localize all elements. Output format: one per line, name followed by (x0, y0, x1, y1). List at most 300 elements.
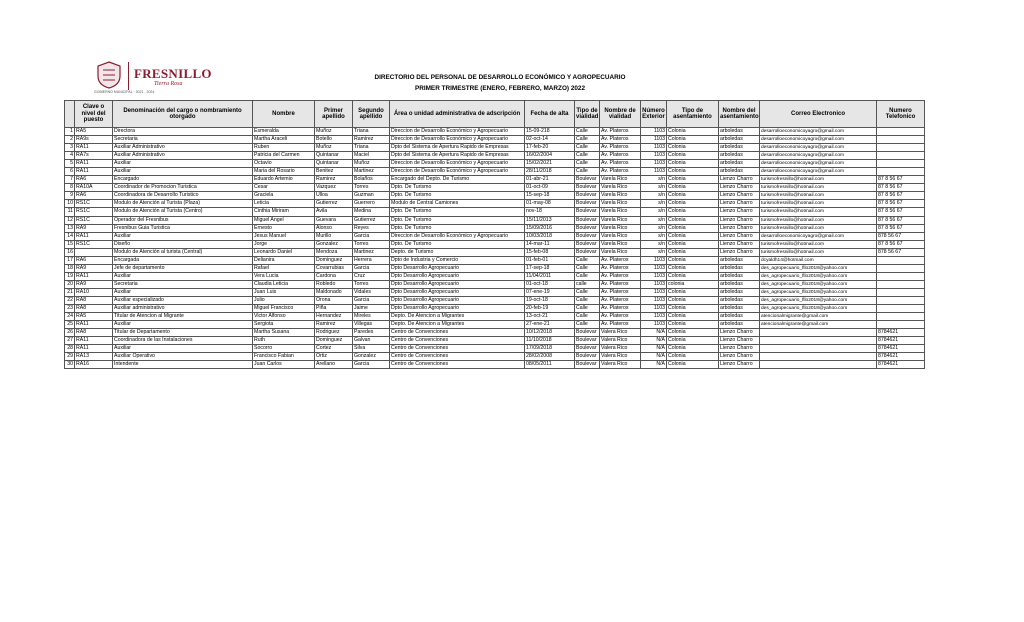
table-cell: Colonia (667, 200, 719, 208)
table-cell: 22 (65, 296, 75, 304)
table-cell: s/n (641, 176, 667, 184)
table-cell: 28 (65, 345, 75, 353)
table-cell: N/A (641, 345, 667, 353)
table-row (65, 345, 925, 353)
table-cell: 07-ene-19 (525, 288, 575, 296)
table-cell: arboledas (719, 313, 760, 321)
table-cell: Direccion de Desarrollo Económico y Agropecuario (390, 128, 525, 136)
table-cell: Varela Rico (600, 200, 641, 208)
table-cell: Dpto. De Turismo (390, 216, 525, 224)
table-cell: Varela Rico (600, 216, 641, 224)
table-cell: 12 (65, 216, 75, 224)
table-cell: Boulevar (575, 176, 600, 184)
table-cell: arboledas (719, 256, 760, 264)
table-cell: Colonia (667, 313, 719, 321)
table-cell: 20 (65, 280, 75, 288)
table-cell: Lienzo Charro (719, 240, 760, 248)
table-cell: Auxiliar (113, 345, 253, 353)
staff-directory-table (64, 100, 925, 369)
table-cell (760, 337, 877, 345)
table-cell: Colonia (667, 305, 719, 313)
table-cell: des_agropecuario_fllo2018@yahoo.com (760, 272, 877, 280)
table-cell: Colonia (667, 160, 719, 168)
table-cell: Varela Rico (600, 240, 641, 248)
table-cell: desarrolloeconomicoyagro@gmail.com (760, 144, 877, 152)
table-cell: RA16 (75, 361, 113, 369)
table-cell: Boulevar (575, 216, 600, 224)
table-cell: Martinez (353, 248, 390, 256)
table-cell (877, 256, 925, 264)
table-cell: Reyes (353, 224, 390, 232)
table-cell: desarrolloeconomicoyagro@gmail.com (760, 136, 877, 144)
table-cell: Coordinador de Promocion Turistica (113, 184, 253, 192)
table-cell: Colonia (667, 345, 719, 353)
table-cell: 1103 (641, 168, 667, 176)
table-cell: Calle (575, 264, 600, 272)
table-cell: 16/02/2004 (525, 152, 575, 160)
table-cell: Fresnibus Guia Turistica (113, 224, 253, 232)
table-cell: desarrolloeconomicoyagro@gmail.com (760, 160, 877, 168)
table-cell: Colonia (667, 152, 719, 160)
table-row (65, 136, 925, 144)
table-cell: 4 (65, 152, 75, 160)
table-cell (877, 144, 925, 152)
table-cell: Lienzo Charro (719, 361, 760, 369)
table-cell: Dpto. De Turismo (390, 208, 525, 216)
table-cell: Sergiota (253, 321, 315, 329)
table-cell: des_agropecuario_fllo2018@yahoo.com (760, 280, 877, 288)
table-cell: Martinez (353, 168, 390, 176)
table-cell: 17-sep-18 (525, 264, 575, 272)
table-cell: Dpto. De Turismo (390, 192, 525, 200)
table-cell: Auxiliar (113, 288, 253, 296)
table-cell: 87 8 56 67 (877, 224, 925, 232)
table-cell: Quintanar (315, 152, 353, 160)
table-cell: 29 (65, 353, 75, 361)
table-cell: 20-feb-19 (525, 305, 575, 313)
table-cell: 15/11/2013 (525, 216, 575, 224)
table-cell: Auxiliar (113, 168, 253, 176)
table-cell: Ramirez (353, 136, 390, 144)
document-title: DIRECTORIO DEL PERSONAL DE DESARROLLO ECONÓMICO Y AGROPECUARIO (374, 74, 626, 81)
table-cell: RA8 (75, 296, 113, 304)
table-cell: Operador del Fresnibus (113, 216, 253, 224)
table-cell: RA11 (75, 168, 113, 176)
table-cell: 87 8 56 67 (877, 184, 925, 192)
table-cell: Diseño (113, 240, 253, 248)
table-cell: 17-feb-20 (525, 144, 575, 152)
table-cell: Av. Plateros (600, 168, 641, 176)
table-cell: Colonia (667, 240, 719, 248)
table-cell: Boulevar (575, 361, 600, 369)
table-cell: Calle (575, 313, 600, 321)
table-cell: Boulevar (575, 353, 600, 361)
table-row (65, 128, 925, 136)
table-cell: 1103 (641, 288, 667, 296)
table-cell: Boulevar (575, 200, 600, 208)
table-cell: Varela Rico (600, 176, 641, 184)
table-cell (877, 313, 925, 321)
table-cell: turismofresnillo@hotmail.com (760, 240, 877, 248)
table-cell: 11/10/2018 (525, 337, 575, 345)
logo-tagline: Tierra Rosa (154, 81, 183, 87)
table-cell: Torres (353, 240, 390, 248)
table-cell: Modulo de Atención al Turista (Plaza) (113, 200, 253, 208)
table-cell: 8 (65, 184, 75, 192)
table-cell: Boulevar (575, 329, 600, 337)
table-cell: Colonia (667, 296, 719, 304)
column-header: Clave o nivel del puesto (75, 101, 113, 128)
table-cell: 1103 (641, 128, 667, 136)
table-cell: Direccion de Desarrollo Económico y Agropecuario (390, 136, 525, 144)
table-cell: Claudia Leticia (253, 280, 315, 288)
table-cell: Paredes (353, 329, 390, 337)
table-cell: Maldonado (315, 288, 353, 296)
table-cell: arboledas (719, 305, 760, 313)
table-cell: RA8 (75, 329, 113, 337)
table-cell: RA11 (75, 272, 113, 280)
table-row (65, 192, 925, 200)
table-cell: Cinthia Miriram (253, 208, 315, 216)
table-cell: Ernesto (253, 224, 315, 232)
table-cell: arboledas (719, 321, 760, 329)
table-cell: Av. Plateros (600, 288, 641, 296)
table-cell: RA11 (75, 144, 113, 152)
table-cell: Mendoza (315, 248, 353, 256)
table-cell: atencionalmigrante@gmail.com (760, 321, 877, 329)
table-row (65, 280, 925, 288)
column-header: Primer apellido (315, 101, 353, 128)
table-cell: Av. Plateros (600, 128, 641, 136)
table-cell: RA9s (75, 136, 113, 144)
table-row (65, 313, 925, 321)
table-cell: 26 (65, 329, 75, 337)
table-cell: des_agropecuario_fllo2018@yahoo.com (760, 288, 877, 296)
table-cell: Garcia (353, 361, 390, 369)
table-cell: Boulevar (575, 345, 600, 353)
table-cell: RA9 (75, 264, 113, 272)
table-cell: Calle (575, 152, 600, 160)
table-cell: Colonia (667, 353, 719, 361)
table-cell: N/A (641, 329, 667, 337)
table-cell: Socorro (253, 345, 315, 353)
table-cell: Centro de Convenciones (390, 337, 525, 345)
table-cell: arboledas (719, 288, 760, 296)
table-cell: nov-18 (525, 208, 575, 216)
table-cell (75, 248, 113, 256)
table-cell: Dpto Desarrollo Agropecuario (390, 280, 525, 288)
table-cell: Boulevar (575, 224, 600, 232)
table-row (65, 168, 925, 176)
table-cell: Galvan (353, 337, 390, 345)
table-cell: dcyaldh14@hotmail.com (760, 256, 877, 264)
table-cell: 87 8 56 67 (877, 216, 925, 224)
table-cell: Varela Rico (600, 208, 641, 216)
table-cell: 15-feb-08 (525, 248, 575, 256)
table-cell: Auxiliar (113, 321, 253, 329)
table-cell: Valera Rico (600, 329, 641, 337)
table-cell: 01-oct-09 (525, 184, 575, 192)
table-cell: 8784621 (877, 337, 925, 345)
table-cell: 01-may-08 (525, 200, 575, 208)
table-cell: Ortiz (315, 353, 353, 361)
table-cell: Depto. de Turismo (390, 248, 525, 256)
table-cell: 15-09-218 (525, 128, 575, 136)
table-cell: Jorge (253, 240, 315, 248)
table-cell: 9 (65, 192, 75, 200)
column-header: Fecha de alta (525, 101, 575, 128)
table-cell: Colonia (667, 256, 719, 264)
table-cell: Centro de Convenciones (390, 353, 525, 361)
table-cell: 1103 (641, 272, 667, 280)
column-header: Área o unidad administrativa de adscripción (390, 101, 525, 128)
table-cell: Avila (315, 208, 353, 216)
table-row (65, 337, 925, 345)
table-cell: RA6 (75, 256, 113, 264)
table-cell: arboledas (719, 160, 760, 168)
column-header: Numero Telefonico (877, 101, 925, 128)
table-cell: Auxiliar Administrativo (113, 152, 253, 160)
table-cell: Gonzalez (315, 240, 353, 248)
table-row (65, 240, 925, 248)
table-cell (760, 329, 877, 337)
table-cell: 19 (65, 272, 75, 280)
table-cell: Centro de Convenciones (390, 345, 525, 353)
table-cell: Lienzo Charro (719, 208, 760, 216)
table-cell: Dominguez (315, 256, 353, 264)
table-cell: RS1C (75, 200, 113, 208)
table-cell: Centro de Convenciones (390, 361, 525, 369)
table-cell (760, 361, 877, 369)
table-cell: Ramirez (315, 176, 353, 184)
table-cell: turismofresnillo@hotmail.com (760, 248, 877, 256)
table-cell: 87 8 56 67 (877, 176, 925, 184)
table-cell: Colonia (667, 168, 719, 176)
table-cell: Av. Plateros (600, 321, 641, 329)
table-cell (877, 296, 925, 304)
table-cell: Boulevar (575, 184, 600, 192)
table-cell: Calle (575, 160, 600, 168)
table-row (65, 361, 925, 369)
table-cell: 8784621 (877, 361, 925, 369)
table-cell: Julio (253, 296, 315, 304)
table-cell: Calle (575, 321, 600, 329)
table-cell: 8784621 (877, 345, 925, 353)
table-cell: Rodriguez (315, 329, 353, 337)
table-cell: RA9 (75, 280, 113, 288)
table-cell: arboledas (719, 272, 760, 280)
table-cell: s/n (641, 240, 667, 248)
table-cell: Cesar (253, 184, 315, 192)
table-cell: Dpto. De Turismo (390, 224, 525, 232)
table-cell: Vera Lucia (253, 272, 315, 280)
table-cell: Hernandez (315, 313, 353, 321)
table-cell: Intendente (113, 361, 253, 369)
table-cell: arboledas (719, 280, 760, 288)
table-cell: Varela Rico (600, 232, 641, 240)
table-cell: s/n (641, 224, 667, 232)
table-cell: Garcia (353, 264, 390, 272)
table-cell: RA11 (75, 337, 113, 345)
table-cell: Lienzo Charro (719, 232, 760, 240)
table-row (65, 152, 925, 160)
table-cell: 1103 (641, 313, 667, 321)
table-cell: Miguel Angel (253, 216, 315, 224)
table-row (65, 248, 925, 256)
table-cell: 11/04/2011 (525, 272, 575, 280)
table-cell: 1103 (641, 136, 667, 144)
table-cell (760, 353, 877, 361)
table-cell: Medina (353, 208, 390, 216)
table-cell: arboledas (719, 168, 760, 176)
table-cell: Ruth (253, 337, 315, 345)
table-cell: Dpto. De Turismo (390, 240, 525, 248)
table-cell: 878 56 67 (877, 232, 925, 240)
table-cell (877, 272, 925, 280)
table-cell: Arellano (315, 361, 353, 369)
table-cell: Auxiliar administrativo (113, 305, 253, 313)
table-cell: s/n (641, 184, 667, 192)
table-cell: Av. Plateros (600, 136, 641, 144)
table-cell: arboledas (719, 296, 760, 304)
table-cell: Colonia (667, 224, 719, 232)
table-cell: 87 8 56 67 (877, 240, 925, 248)
table-cell (877, 160, 925, 168)
table-cell: desarrolloeconomicoyagro@gmail.com (760, 128, 877, 136)
table-cell: Av. Plateros (600, 296, 641, 304)
table-cell: turismofresnillo@hotmail.com (760, 208, 877, 216)
table-cell: 87 8 56 67 (877, 192, 925, 200)
table-cell: Lienzo Charro (719, 192, 760, 200)
table-cell: Dominguez (315, 337, 353, 345)
table-cell: Jesus Manuel (253, 232, 315, 240)
table-cell: Secretaria (113, 280, 253, 288)
table-cell: Eduardo Artemio (253, 176, 315, 184)
table-cell: Colonia (667, 208, 719, 216)
table-cell: Av. Plateros (600, 152, 641, 160)
table-cell: Calle (575, 128, 600, 136)
table-cell: Boulevar (575, 240, 600, 248)
table-cell: 15/09/2016 (525, 224, 575, 232)
table-cell: 27 (65, 337, 75, 345)
table-cell: 1103 (641, 280, 667, 288)
table-cell: RA5 (75, 128, 113, 136)
table-cell: Benitez (315, 168, 353, 176)
table-cell: Calle (575, 144, 600, 152)
table-row (65, 232, 925, 240)
table-cell: Colonia (667, 128, 719, 136)
table-cell: N/A (641, 361, 667, 369)
table-cell: Titular de Atencion al Migrante (113, 313, 253, 321)
table-cell (877, 321, 925, 329)
table-cell: Lienzo Charro (719, 224, 760, 232)
table-cell: Vidales (353, 288, 390, 296)
table-cell: Juan Carlos (253, 361, 315, 369)
table-cell: Lienzo Charro (719, 329, 760, 337)
table-cell: Modulo de Atención al turista (Central) (113, 248, 253, 256)
table-cell: Varela Rico (600, 224, 641, 232)
table-cell: Encargado del Depto. De Turismo (390, 176, 525, 184)
table-cell: Maria del Rosario (253, 168, 315, 176)
table-cell: RS1C (75, 240, 113, 248)
table-cell: Calle (575, 168, 600, 176)
table-cell: Delianira (253, 256, 315, 264)
table-cell: N/A (641, 337, 667, 345)
table-cell: Calle (575, 288, 600, 296)
table-cell: Colonia (667, 144, 719, 152)
table-body (65, 128, 925, 369)
table-cell: Gutierrez (315, 200, 353, 208)
municipal-logo (94, 60, 212, 94)
table-cell: Lienzo Charro (719, 184, 760, 192)
table-cell: 30 (65, 361, 75, 369)
table-cell: RA7s (75, 152, 113, 160)
table-cell (877, 305, 925, 313)
table-row (65, 264, 925, 272)
table-cell: Direccion de Desarrollo Económico y Agropecuario (390, 232, 525, 240)
table-cell: Muñoz (315, 128, 353, 136)
table-cell: 01-oct-18 (525, 280, 575, 288)
table-cell: Vazquez (315, 184, 353, 192)
table-cell: Lienzo Charro (719, 176, 760, 184)
table-cell: Calle (575, 256, 600, 264)
table-cell: Direccion de Desarrollo Económico y Agropecuario (390, 168, 525, 176)
table-cell: 10 (65, 200, 75, 208)
table-cell: Av. Plateros (600, 305, 641, 313)
table-cell: Torres (353, 184, 390, 192)
table-cell: 8784621 (877, 329, 925, 337)
table-cell: Mireles (353, 313, 390, 321)
table-cell: Av. Plateros (600, 272, 641, 280)
table-cell: Triana (353, 128, 390, 136)
column-header: Tipo de vialidad (575, 101, 600, 128)
table-cell: 10/03/2018 (525, 232, 575, 240)
table-cell: Valera Rico (600, 337, 641, 345)
table-cell: Depto. De Atencion a Migrantes (390, 313, 525, 321)
table-cell: Triana (353, 144, 390, 152)
table-cell: turismofresnillo@hotmail.com (760, 216, 877, 224)
table-cell: Martha Susana (253, 329, 315, 337)
table-cell (877, 136, 925, 144)
table-cell: Calle (575, 305, 600, 313)
table-cell: turismofresnillo@hotmail.com (760, 184, 877, 192)
table-cell: Calle (575, 136, 600, 144)
table-cell: Av. Plateros (600, 144, 641, 152)
table-cell: Encargada (113, 256, 253, 264)
table-cell: Villegas (353, 321, 390, 329)
table-row (65, 160, 925, 168)
table-cell: 19-oct-18 (525, 296, 575, 304)
table-cell: Calle (575, 296, 600, 304)
column-header: Tipo de asentamiento (667, 101, 719, 128)
table-cell: Valera Rico (600, 361, 641, 369)
table-cell: Calle (575, 272, 600, 280)
table-cell: Auxiliar (113, 160, 253, 168)
table-cell: 6 (65, 168, 75, 176)
table-cell: RS1C (75, 208, 113, 216)
table-cell: Dpto Desarrollo Agropecuario (390, 305, 525, 313)
table-cell: calle (575, 280, 600, 288)
table-cell: Leticia (253, 200, 315, 208)
table-cell: Modulo de Central Camiones (390, 200, 525, 208)
table-row (65, 329, 925, 337)
table-row (65, 224, 925, 232)
table-cell: Cardona (315, 272, 353, 280)
table-cell: 13-oct-21 (525, 313, 575, 321)
coat-of-arms-icon (94, 60, 124, 90)
table-cell: Lienzo Charro (719, 345, 760, 353)
table-cell: Boulevar (575, 232, 600, 240)
